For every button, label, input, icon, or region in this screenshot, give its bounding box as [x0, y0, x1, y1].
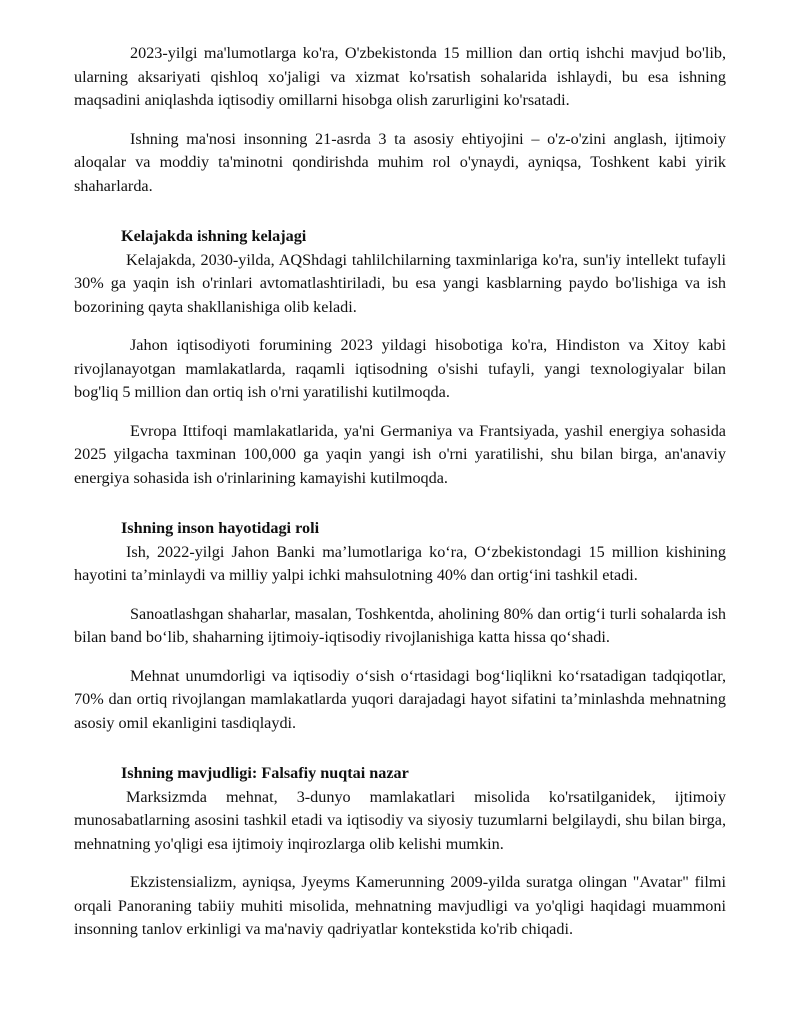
heading-philosophical-view: Ishning mavjudligi: Falsafiy nuqtai nazar: [121, 764, 409, 782]
paragraph-eu-green-energy: Evropa Ittifoqi mamlakatlarida, ya'ni Germaniya va Frantsiyada, yashil energiya sohasida 2025 yilgacha taxminan 100,000 ga yaqin yangi ish o'rni yaratilishi, shu bilan birga, an'anaviy energiya sohasida ish o'rinlarining kamayishi kutilmoqda.: [74, 421, 726, 487]
paragraph-ai-automation: Kelajakda, 2030-yilda, AQShdagi tahlilchilarning taxminlariga ko'ra, sun'iy intellekt tufayli 30% ga yaqin ish o'rinlari avtomatlashtiriladi, bu esa yangi kasblarning paydo bo'lishiga va ish bozorining qayta shakllanishiga olib keladi.: [74, 250, 726, 316]
paragraph-workers-2023: 2023-yilgi ma'lumotlarga ko'ra, O'zbekistonda 15 million dan ortiq ishchi mavjud bo'lib, ularning aksariyati qishloq xo'jaligi va xizmat ko'rsatish sohalarida ishlaydi, bu esa ishning maqsadini aniqlashda iqtisodiy omillarni hisobga olish zarurligini ko'rsatadi.: [74, 44, 726, 109]
paragraph-world-bank: Ish, 2022-yilgi Jahon Banki ma’lumotlariga ko‘ra, O‘zbekistondagi 15 million kishining hayotini ta’minlaydi va milliy yalpi ichki mahsulotning 40% dan ortig‘ini tashkil etadi.: [74, 542, 726, 584]
paragraph-world-economic-forum: Jahon iqtisodiyoti forumining 2023 yildagi hisobotiga ko'ra, Hindiston va Xitoy kabi rivojlanayotgan mamlakatlarda, raqamli iqtisodning o'sishi tufayli, yangi texnologiyalar bilan bog'liq 5 million dan ortiq ish o'rni yaratilishi kutilmoqda.: [74, 336, 726, 401]
paragraph-meaning-of-work: Ishning ma'nosi insonning 21-asrda 3 ta asosiy ehtiyojini – o'z-o'zini anglash, ijtimoiy aloqalar va moddiy ta'minotni qondirishda muhim rol o'ynaydi, ayniqsa, Toshkent kabi yirik shaharlarda.: [74, 129, 726, 195]
paragraph-existentialism: Ekzistensializm, ayniqsa, Jyeyms Kamerunning 2009-yilda suratga olingan "Avatar" filmi orqali Panoraning tabiiy muhiti misolida, mehnatning mavjudligi va yo'qligi haqidagi muammoni insonning tanlov erkinligi va ma'naviy qadriyatlar kontekstida ko'rib chiqadi.: [74, 873, 726, 938]
paragraph-marxism: Marksizmda mehnat, 3-dunyo mamlakatlari misolida ko'rsatilganidek, ijtimoiy munosabatlarning asosini tashkil etadi va iqtisodiy va siyosiy tuzumlarni belgilaydi, shu bilan birga, mehnatning yo'qligi esa ijtimoiy inqirozlarga olib kelishi mumkin.: [74, 787, 726, 853]
heading-future-of-work: Kelajakda ishning kelajagi: [121, 227, 307, 245]
heading-role-in-life: Ishning inson hayotidagi roli: [121, 519, 320, 537]
document-page: [74, 42, 726, 942]
paragraph-productivity-research: Mehnat unumdorligi va iqtisodiy o‘sish o‘rtasidagi bog‘liqlikni ko‘rsatadigan tadqiqotlar, 70% dan ortiq rivojlangan mamlakatlarda yuqori darajadagi hayot sifatini ta’minlashda mehnatning asosiy omil ekanligini tasdiqlaydi.: [74, 666, 726, 732]
paragraph-industrial-cities: Sanoatlashgan shaharlar, masalan, Toshkentda, aholining 80% dan ortig‘i turli sohalarda ish bilan band bo‘lib, shaharning ijtimoiy-iqtisodiy rivojlanishiga katta hissa qo‘shadi.: [74, 604, 726, 646]
